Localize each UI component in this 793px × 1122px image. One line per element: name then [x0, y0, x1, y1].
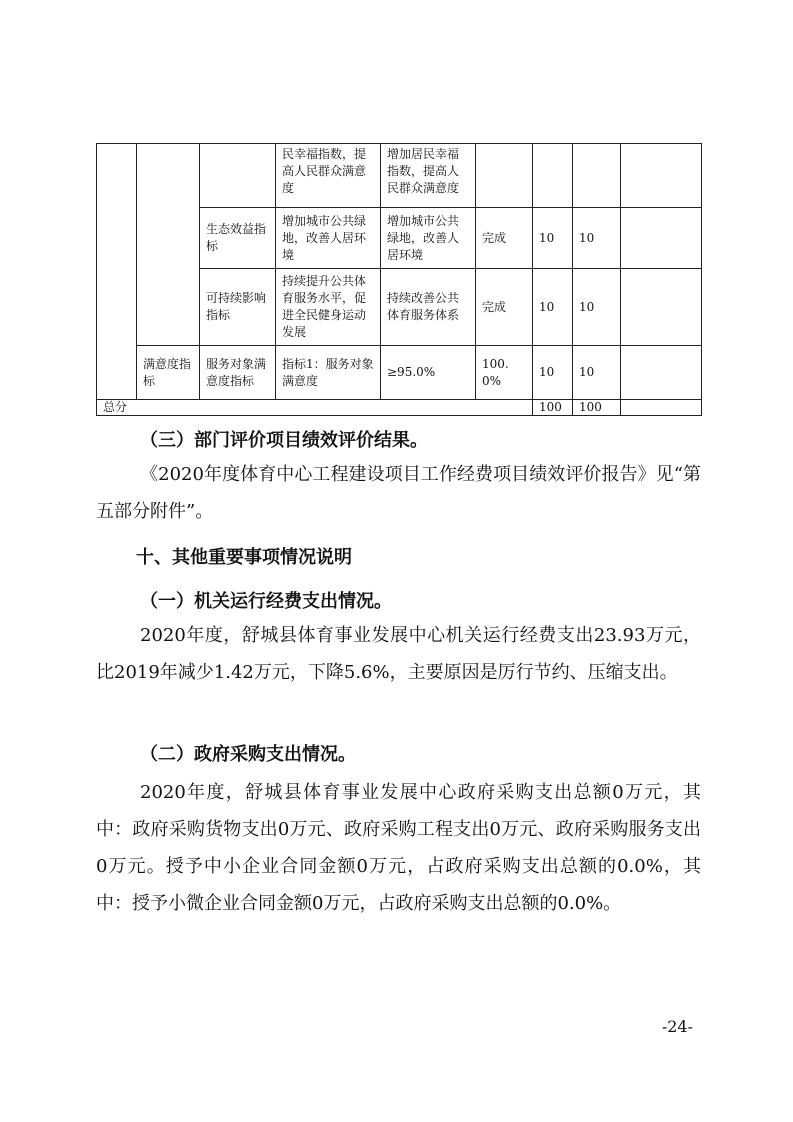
- table-cell: [621, 269, 702, 346]
- table-cell: [621, 400, 702, 416]
- subsection1-body: 2020年度，舒城县体育事业发展中心机关运行经费支出23.93万元，比2019年减少1.42万元，下降5.6%，主要原因是厉行节约、压缩支出。: [96, 625, 701, 683]
- indicator-score: 10: [573, 208, 621, 269]
- indicator-status: 100.0%: [476, 346, 533, 400]
- indicator-actual: 持续改善公共体育服务体系: [381, 269, 476, 346]
- subsection2-body: 2020年度，舒城县体育事业发展中心政府采购支出总额0万元，其中：政府采购货物支出0万元、政府采购工程支出0万元、政府采购服务支出0万元。授予中小企业合同金额0万元，占政府采购支出总额的0.0%，其中：授予小微企业合同金额0万元，占政府采购支出总额的0.0%。: [96, 782, 701, 914]
- indicator-target: 指标1：服务对象满意度: [276, 346, 381, 400]
- table-cell: [621, 144, 702, 208]
- section3-heading: （三）部门评价项目绩效评价结果。: [140, 430, 428, 451]
- indicator-target: 持续提升公共体育服务水平，促进全民健身运动发展: [276, 269, 381, 346]
- indicator-target: 增加城市公共绿地，改善人居环境: [276, 208, 381, 269]
- total-weight: 100: [533, 400, 573, 416]
- subsection1-heading: （一）机关运行经费支出情况。: [140, 591, 392, 612]
- table-cell: [573, 144, 621, 208]
- table-row: [97, 346, 702, 400]
- table-cell: 增加居民幸福指数，提高人民群众满意度: [381, 144, 476, 208]
- page-number: -24-: [661, 1017, 693, 1036]
- table-row: [97, 144, 702, 208]
- total-label: 总分: [97, 400, 533, 416]
- indicator-category: 满意度指标: [137, 346, 200, 400]
- indicator-weight: 10: [533, 346, 573, 400]
- indicator-weight: 10: [533, 208, 573, 269]
- indicator-weight: 10: [533, 269, 573, 346]
- table-cell: [97, 144, 137, 400]
- total-score: 100: [573, 400, 621, 416]
- table-cell: [621, 208, 702, 269]
- indicator-name: 服务对象满意度指标: [200, 346, 276, 400]
- section3-body: 《2020年度体育中心工程建设项目工作经费项目绩效评价报告》见“第五部分附件”。: [96, 464, 701, 522]
- table-cell: 民幸福指数，提高人民群众满意度: [276, 144, 381, 208]
- indicator-status: 完成: [476, 208, 533, 269]
- section10-heading: 十、其他重要事项情况说明: [136, 547, 352, 568]
- table-cell: [533, 144, 573, 208]
- indicator-name: 生态效益指标: [200, 208, 276, 269]
- indicator-score: 10: [573, 269, 621, 346]
- indicator-score: 10: [573, 346, 621, 400]
- subsection2-heading: （二）政府采购支出情况。: [140, 744, 356, 765]
- total-row: [97, 400, 702, 416]
- table-cell: [476, 144, 533, 208]
- table-cell: [621, 346, 702, 400]
- table-cell: [200, 144, 276, 208]
- indicator-actual: ≥95.0%: [381, 346, 476, 400]
- performance-table: [96, 143, 702, 416]
- indicator-name: 可持续影响指标: [200, 269, 276, 346]
- indicator-actual: 增加城市公共绿地，改善人居环境: [381, 208, 476, 269]
- indicator-status: 完成: [476, 269, 533, 346]
- table-cell: [137, 144, 200, 346]
